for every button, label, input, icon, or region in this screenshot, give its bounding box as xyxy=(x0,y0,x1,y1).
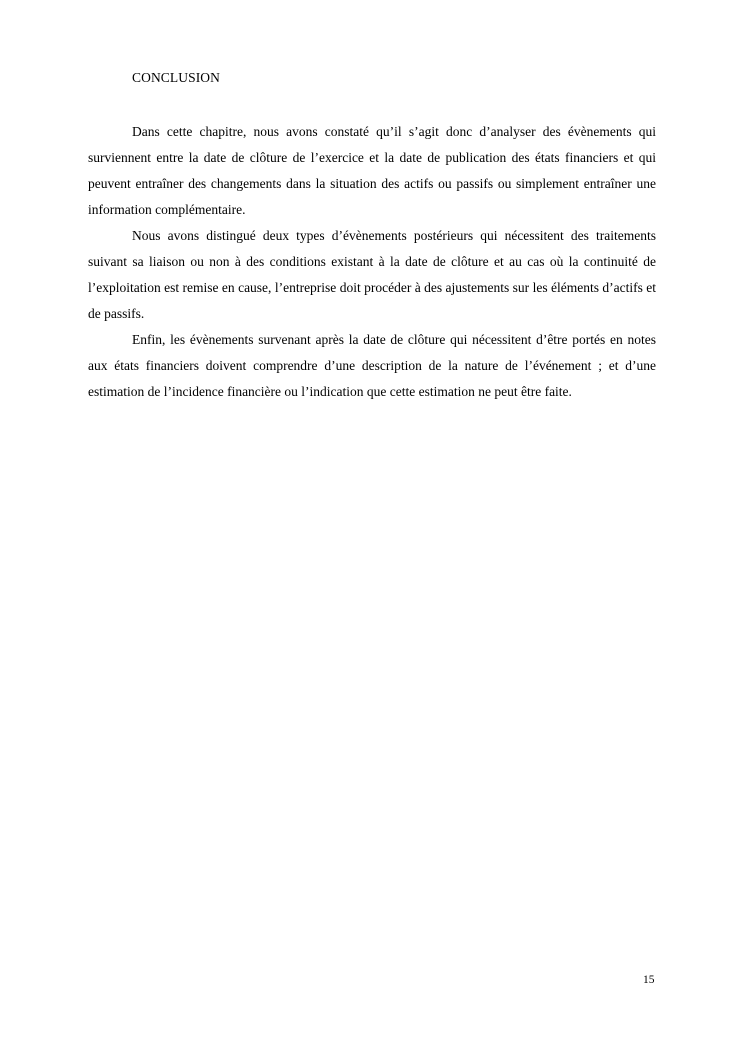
section-heading: CONCLUSION xyxy=(132,70,221,85)
body-text xyxy=(88,119,656,405)
paragraph-3: Enfin, les évènements survenant après la date de clôture qui nécessitent d’être portés en notes aux états financiers doivent comprendre d’une description de la nature de l’événement ; et d’une estimation de l’incidence financière ou l’indication que cette estimation ne peut être faite. xyxy=(88,332,656,399)
paragraph-2: Nous avons distingué deux types d’évènements postérieurs qui nécessitent des traitements suivant sa liaison ou non à des conditions existant à la date de clôture et au cas où la continuité de l’exploitation est remise en cause, l’entreprise doit procéder à des ajustements sur les éléments d’actifs et de passifs. xyxy=(88,228,656,321)
page-number: 15 xyxy=(643,974,655,986)
paragraph-1: Dans cette chapitre, nous avons constaté qu’il s’agit donc d’analyser des évènements qui surviennent entre la date de clôture de l’exercice et la date de publication des états financiers et qui peuvent entraîner des changements dans la situation des actifs ou passifs ou simplement entraîner une information complémentaire. xyxy=(88,124,656,217)
